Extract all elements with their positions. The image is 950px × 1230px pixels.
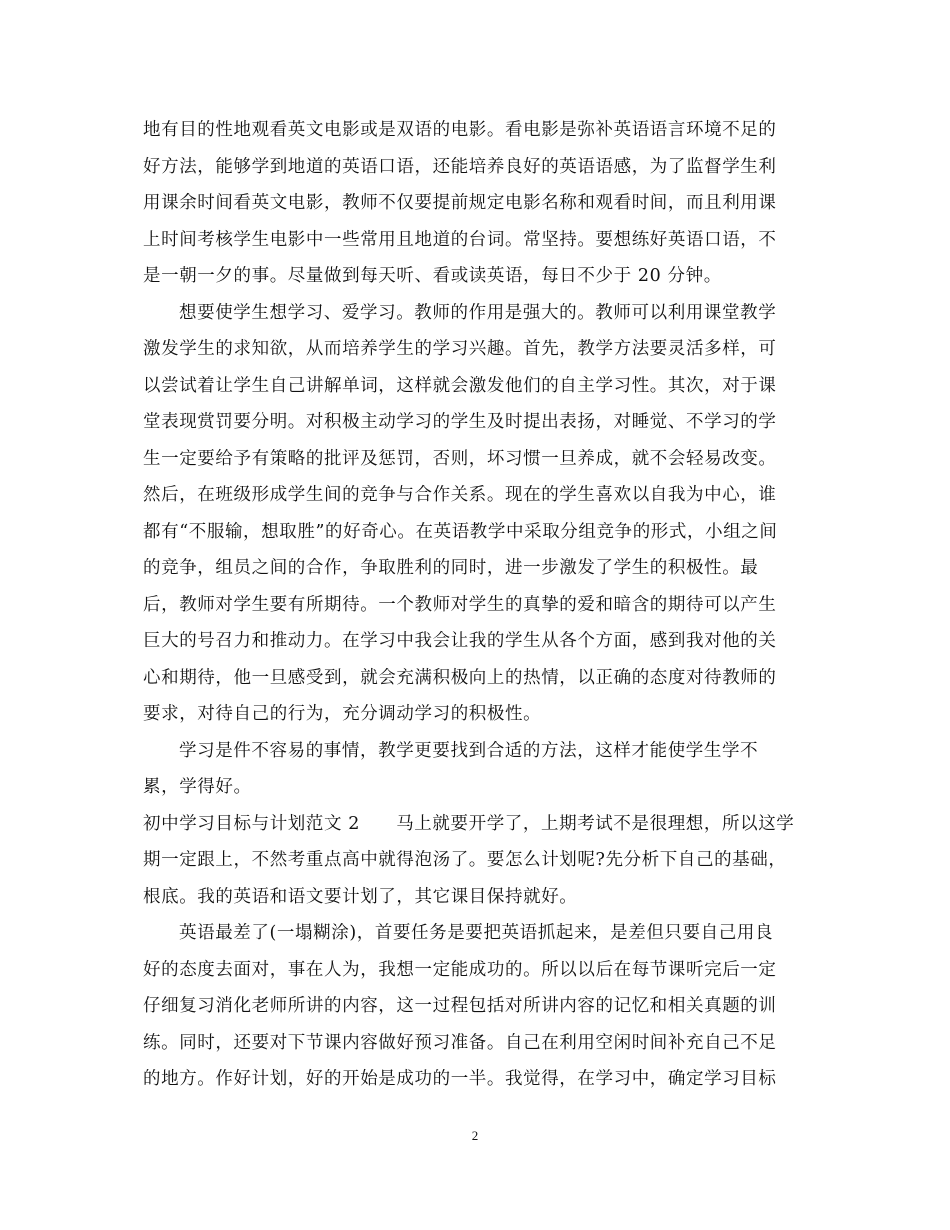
text-line: 用课余时间看英文电影，教师不仅要提前规定电影名称和观看时间，而且利用课 xyxy=(143,193,777,213)
text-line: 堂表现赏罚要分明。对积极主动学习的学生及时提出表扬，对睡觉、不学习的学 xyxy=(143,412,777,432)
body-text xyxy=(143,112,818,1098)
text-line: 然后，在班级形成学生间的竞争与合作关系。现在的学生喜欢以自我为中心，谁 xyxy=(143,485,777,505)
text-line: 地有目的性地观看英文电影或是双语的电影。看电影是弥补英语语言环境不足的 xyxy=(143,120,777,140)
text-line: 心和期待，他一旦感受到，就会充满积极向上的热情，以正确的态度对待教师的 xyxy=(143,667,777,688)
text-line: 的竞争，组员之间的合作，争取胜利的同时，进一步激发了学生的积极性。最 xyxy=(143,558,759,578)
text-line: 都有“不服输，想取胜”的好奇心。在英语教学中采取分组竞争的形式，小组之间 xyxy=(143,521,778,542)
text-line: 巨大的号召力和推动力。在学习中我会让我的学生从各个方面，感到我对他的关 xyxy=(143,631,777,651)
text-line: 累，学得好。 xyxy=(143,777,252,797)
text-line: 以尝试着让学生自己讲解单词，这样就会激发他们的自主学习性。其次，对于课 xyxy=(143,375,777,396)
text-line: 英语最差了(一塌糊涂)，首要任务是要把英语抓起来，是差但只要自己用良 xyxy=(179,923,774,943)
text-line: 好的态度去面对，事在人为，我想一定能成功的。所以以后在每节课听完后一定 xyxy=(143,959,777,980)
text-line: 要求，对待自己的行为，充分调动学习的积极性。 xyxy=(143,704,542,724)
text-line: 好方法，能够学到地道的英语口语，还能培养良好的英语语感，为了监督学生利 xyxy=(143,156,777,177)
text-line: 生一定要给予有策略的批评及惩罚，否则，坏习惯一旦养成，就不会轻易改变。 xyxy=(143,448,777,469)
text-line: 根底。我的英语和语文要计划了，其它课目保持就好。 xyxy=(143,886,578,907)
text-line: 想要使学生想学习、爱学习。教师的作用是强大的。教师可以利用课堂教学 xyxy=(179,302,777,323)
text-line: 仔细复习消化老师所讲的内容，这一过程包括对所讲内容的记忆和相关真题的训 xyxy=(143,996,777,1016)
page-number: 2 xyxy=(471,1128,479,1143)
text-line: 上时间考核学生电影中一些常用且地道的台词。常坚持。要想练好英语口语，不 xyxy=(143,229,777,250)
text-line: 学习是件不容易的事情，教学更要找到合适的方法，这样才能使学生学不 xyxy=(179,740,759,761)
text-line: 期一定跟上，不然考重点高中就得泡汤了。要怎么计划呢?先分析下自己的基础， xyxy=(143,850,787,870)
text-line: 的地方。作好计划，好的开始是成功的一半。我觉得，在学习中，确定学习目标 xyxy=(143,1069,777,1089)
text-line: 激发学生的求知欲，从而培养学生的学习兴趣。首先，教学方法要灵活多样，可 xyxy=(143,339,777,359)
text-line: 是一朝一夕的事。尽量做到每天听、看或读英语，每日不少于 20 分钟。 xyxy=(143,266,722,286)
text-line: 练。同时，还要对下节课内容做好预习准备。自己在利用空闲时间补充自己不足 xyxy=(143,1032,777,1053)
text-line: 后，教师对学生要有所期待。一个教师对学生的真挚的爱和暗含的期待可以产生 xyxy=(143,594,777,615)
section-heading-line: 初中学习目标与计划范文 2 马上就要开学了，上期考试不是很理想，所以这学 xyxy=(143,813,795,834)
